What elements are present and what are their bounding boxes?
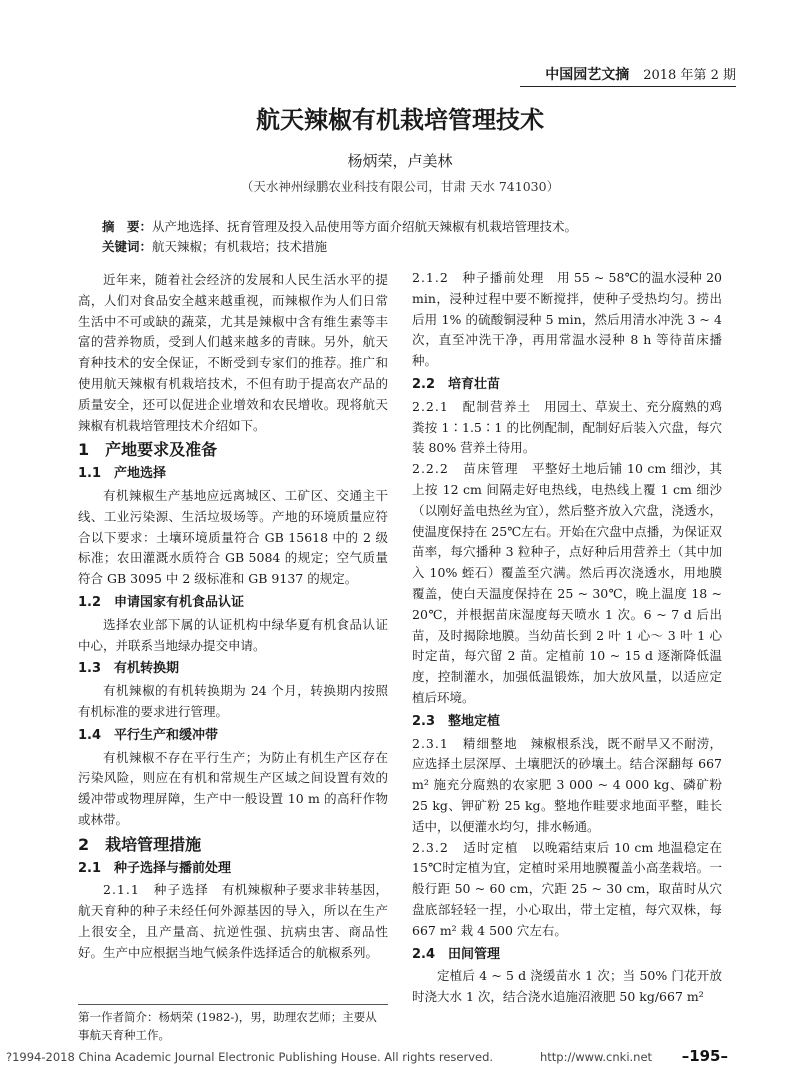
section-1-1-heading: 1.1 产地选择 — [78, 466, 167, 482]
section-2-2-2-label: 2.2.2 苗床管理 — [412, 461, 520, 477]
section-2-2-1-label: 2.2.1 配制营养土 — [412, 398, 532, 414]
section-2-2-1-text — [412, 397, 722, 459]
running-header — [545, 64, 736, 84]
section-2-2-2-body: 平整好土地后铺 10 cm 细沙，其上按 12 cm 间隔走好电热线，电热线上覆 1 cm 细沙（以刚好盖电热丝为宜），然后整齐放入穴盘，浇透水，使温度保持在 25℃左右。开始在穴盘中点播，为保证双苗率，每穴播种 3 粒种子，点好种后用营养土（其中加入 10% 蛭石）覆盖至穴满。然后再次浇透水，用地膜覆盖，使白天温度保持在 25 ~ 30℃，晚上温度 18 ~ 20℃，并根据苗床湿度每天喷水 1 次。6 ~ 7 d 后出苗，及时揭除地膜。当幼苗长到 2 叶 1 心～ 3 叶 1 心时定苗，每穴留 2 苗。定植前 10 ~ 15 d 逐渐降低温度，控制灌水，加强低温锻炼，加大放风量，以适应定植后环境。 — [412, 461, 722, 705]
source-url: http://www.cnki.net — [540, 1050, 653, 1064]
section-1-heading: 1 产地要求及准备 — [78, 440, 218, 460]
affiliation: （天水神州绿鹏农业科技有限公司，甘肃 天水 741030） — [240, 179, 560, 194]
keywords — [102, 238, 736, 256]
section-2-1-2-text — [412, 268, 722, 372]
section-2-3-2-text — [412, 838, 722, 942]
section-1-4-heading: 1.4 平行生产和缓冲带 — [78, 727, 219, 743]
author-footnote: 第一作者简介：杨炳荣 (1982-)，男，助理农艺师；主要从事航天育种工作。 — [78, 1010, 377, 1042]
intro-paragraph: 近年来，随着社会经济的发展和人民生活水平的提高，人们对食品安全越来越重视，而辣椒作为人们日常生活中不可或缺的蔬菜，尤其是辣椒中含有维生素等丰富的营养物质，受到人们越来越多的青睐。另外，航天育种技术的安全保证，不断受到专家们的推荐。推广和使用航天辣椒有机栽培技术，不但有助于提高农产品的质量安全，还可以促进企业增效和农民增收。现将航天辣椒有机栽培管理技术介绍如下。 — [78, 272, 388, 433]
footnote-rule — [78, 1004, 388, 1005]
section-2-1-2-body: 用 55 ~ 58℃的温水浸种 20 min，浸种过程中要不断搅拌，使种子受热均匀。捞出后用 1% 的硫酸铜浸种 5 min，然后用清水冲洗 3 ~ 4 次，直至冲洗干净，再用常温水浸种 8 h 等待苗床播种。 — [412, 270, 722, 369]
section-2-3-1-text — [412, 734, 722, 838]
page-number: –195– — [681, 1047, 728, 1065]
section-2-1-2-label: 2.1.2 种子播前处理 — [412, 270, 545, 285]
section-2-2-1-body: 用园土、草炭土、充分腐熟的鸡粪按 1∶1.5∶1 的比例配制，配制好后装入穴盘，每穴装 80% 营养土待用。 — [412, 398, 722, 456]
left-column — [78, 270, 388, 964]
section-1-4-text: 有机辣椒不存在平行生产；为防止有机生产区存在污染风险，则应在有机和常规生产区域之间设置有效的缓冲带或物理屏障，生产中一般设置 10 m 的高秆作物或林带。 — [78, 749, 388, 827]
section-1-2-text: 选择农业部下属的认证机构中绿华夏有机食品认证中心，并联系当地绿办提交申请。 — [78, 616, 388, 653]
authors: 杨炳荣，卢美林 — [347, 152, 453, 170]
section-2-2-heading: 2.2 培育壮苗 — [412, 376, 501, 392]
journal-issue: 2018 年第 2 期 — [643, 68, 736, 83]
section-1-1-text: 有机辣椒生产基地应远离城区、工矿区、交通主干线、工业污染源、生活垃圾场等。产地的环境质量应符合以下要求：土壤环境质量符合 GB 15618 中的 2 级标准；农田灌溉水质符合 GB 5084 的规定；空气质量符合 GB 3095 中 2 级标准和 GB 9137 的规定。 — [78, 487, 388, 587]
abstract-text: 从产地选择、抚育管理及投入品使用等方面介绍航天辣椒有机栽培管理技术。 — [152, 219, 578, 234]
keywords-text: 航天辣椒；有机栽培；技术措施 — [152, 239, 328, 254]
section-2-4-text: 定植后 4 ~ 5 d 浇缓苗水 1 次；当 50% 门花开放时浇大水 1 次，结合浇水追施沼液肥 50 kg/667 m² — [412, 968, 722, 1005]
section-2-1-1-text — [78, 880, 388, 963]
keywords-label: 关键词： — [102, 239, 153, 254]
abstract-label: 摘 要： — [102, 219, 153, 234]
section-2-heading: 2 栽培管理措施 — [78, 834, 202, 854]
section-2-3-1-label: 2.3.1 精细整地 — [412, 735, 518, 751]
section-2-2-2-text — [412, 459, 722, 709]
section-2-3-1-body: 辣椒根系浅，既不耐旱又不耐涝，应选择土层深厚、土壤肥沃的砂壤土。结合深翻每 667 m² 施充分腐熟的农家肥 3 000 ~ 4 000 kg、磷矿粉 25 kg、钾矿粉 25 kg。整地作畦要求地面平整，畦长适中，以便灌水均匀，排水畅通。 — [412, 735, 722, 834]
section-2-1-heading: 2.1 种子选择与播前处理 — [78, 860, 232, 876]
article-title: 航天辣椒有机栽培管理技术 — [256, 106, 544, 134]
section-1-3-text: 有机辣椒的有机转换期为 24 个月，转换期内按照有机标准的要求进行管理。 — [78, 683, 388, 719]
page-footer — [0, 1047, 800, 1070]
abstract — [102, 218, 736, 236]
section-2-4-heading: 2.4 田间管理 — [412, 946, 501, 962]
section-2-3-2-label: 2.3.2 适时定植 — [412, 839, 520, 855]
header-rule — [520, 86, 736, 87]
section-2-1-1-body: 有机辣椒种子要求非转基因，航天育种的种子未经任何外源基因的导入，所以在生产上很安全，且产量高、抗逆性强、抗病虫害、商品性好。生产中应根据当地气候条件选择适合的航椒系列。 — [78, 882, 388, 960]
right-column — [412, 268, 722, 1008]
copyright-notice: ?1994-2018 China Academic Journal Electronic Publishing House. All rights reserved. — [6, 1050, 494, 1064]
section-2-1-1-label: 2.1.1 种子选择 — [103, 882, 210, 898]
section-2-3-2-body: 以晚霜结束后 10 cm 地温稳定在 15℃时定植为宜，定植时采用地膜覆盖小高垄栽培。一般行距 50 ~ 60 cm，穴距 25 ~ 30 cm，取苗时从穴盘底部轻轻一捏，小心取出，带土定植，每穴双株，每 667 m² 栽 4 500 穴左右。 — [412, 839, 722, 938]
section-1-2-heading: 1.2 申请国家有机食品认证 — [78, 594, 245, 610]
section-1-3-heading: 1.3 有机转换期 — [78, 661, 180, 677]
section-2-3-heading: 2.3 整地定植 — [412, 713, 501, 729]
journal-name: 中国园艺文摘 — [545, 67, 630, 83]
